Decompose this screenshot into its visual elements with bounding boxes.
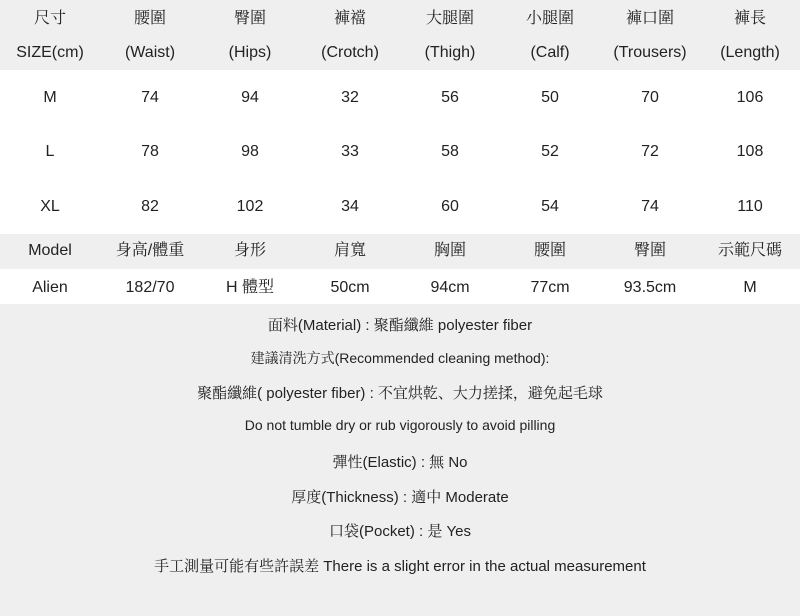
hips-value: 98	[241, 143, 259, 160]
hips-value: 94	[241, 89, 259, 106]
model-header-row	[0, 243, 800, 259]
model-name: Alien	[32, 279, 68, 296]
header-waist-en: (Waist)	[124, 44, 176, 61]
model-header-hips: 臀圍	[633, 242, 666, 259]
size-header-en-row	[0, 45, 800, 61]
calf-value: 50	[541, 89, 559, 106]
elastic-note: 彈性(Elastic) : 無 No	[332, 454, 468, 471]
model-header-waist: 腰圍	[533, 242, 566, 259]
thickness-note: 厚度(Thickness) : 適中 Moderate	[291, 489, 509, 506]
header-length: 褲長	[733, 10, 766, 27]
pocket-note: 口袋(Pocket) : 是 Yes	[329, 523, 471, 540]
model-header-chest: 胸圍	[433, 242, 466, 259]
header-calf: 小腿圍	[525, 10, 574, 27]
measurement-error-note: 手工測量可能有些許誤差 There is a slight error in the actual measurement	[154, 558, 646, 575]
crotch-value: 34	[341, 198, 359, 215]
model-hips: 93.5cm	[623, 279, 677, 296]
model-header-body-type: 身形	[233, 242, 266, 259]
header-crotch: 褲襠	[333, 10, 366, 27]
waist-value: 82	[141, 198, 159, 215]
size-header-zh-row	[0, 11, 800, 27]
header-size-en: SIZE(cm)	[16, 44, 84, 61]
trousers-value: 72	[641, 143, 659, 160]
header-thigh-en: (Thigh)	[424, 44, 476, 61]
model-waist: 77cm	[530, 279, 570, 296]
model-header-model: Model	[28, 242, 72, 259]
length-value: 106	[736, 89, 764, 106]
cleaning-instruction-zh: 聚酯纖維( polyester fiber) : 不宜烘乾、大力搓揉，避免起毛球	[197, 385, 603, 402]
model-body-type: H 體型	[225, 279, 274, 296]
length-value: 110	[737, 198, 763, 215]
trousers-value: 70	[641, 89, 659, 106]
header-hips: 臀圍	[233, 10, 266, 27]
table-row	[0, 144, 800, 160]
crotch-value: 32	[341, 89, 359, 106]
size-label: L	[45, 143, 55, 160]
size-header-band	[0, 0, 800, 70]
model-header-band	[0, 234, 800, 269]
model-header-height-weight: 身高/體重	[115, 242, 185, 259]
thigh-value: 58	[441, 143, 459, 160]
table-row	[0, 90, 800, 106]
calf-value: 54	[541, 198, 559, 215]
model-demo-size: M	[743, 279, 757, 296]
thigh-value: 56	[441, 89, 459, 106]
header-waist: 腰圍	[133, 10, 166, 27]
header-thigh: 大腿圍	[425, 10, 474, 27]
waist-value: 78	[141, 143, 159, 160]
thigh-value: 60	[441, 198, 459, 215]
model-chest: 94cm	[430, 279, 470, 296]
waist-value: 74	[141, 89, 159, 106]
model-header-shoulder: 肩寬	[333, 242, 366, 259]
trousers-value: 74	[641, 198, 659, 215]
material-note: 面料(Material) : 聚酯纖維 polyester fiber	[267, 317, 533, 334]
header-trousers: 褲口圍	[625, 10, 674, 27]
table-row	[0, 199, 800, 215]
model-shoulder: 50cm	[330, 279, 370, 296]
header-length-en: (Length)	[720, 44, 780, 61]
model-row	[0, 280, 800, 296]
header-hips-en: (Hips)	[228, 44, 272, 61]
header-trousers-en: (Trousers)	[613, 44, 687, 61]
size-label: XL	[40, 198, 60, 215]
header-crotch-en: (Crotch)	[321, 44, 379, 61]
crotch-value: 33	[341, 143, 359, 160]
model-height-weight: 182/70	[125, 279, 175, 296]
cleaning-method-title: 建議清洗方式(Recommended cleaning method):	[250, 350, 550, 366]
header-size: 尺寸	[33, 10, 66, 27]
hips-value: 102	[236, 198, 264, 215]
length-value: 108	[736, 143, 764, 160]
size-label: M	[43, 89, 57, 106]
model-header-demo-size: 示範尺碼	[717, 242, 782, 259]
calf-value: 52	[541, 143, 559, 160]
header-calf-en: (Calf)	[530, 44, 570, 61]
cleaning-instruction-en: Do not tumble dry or rub vigorously to avoid pilling	[244, 417, 556, 433]
